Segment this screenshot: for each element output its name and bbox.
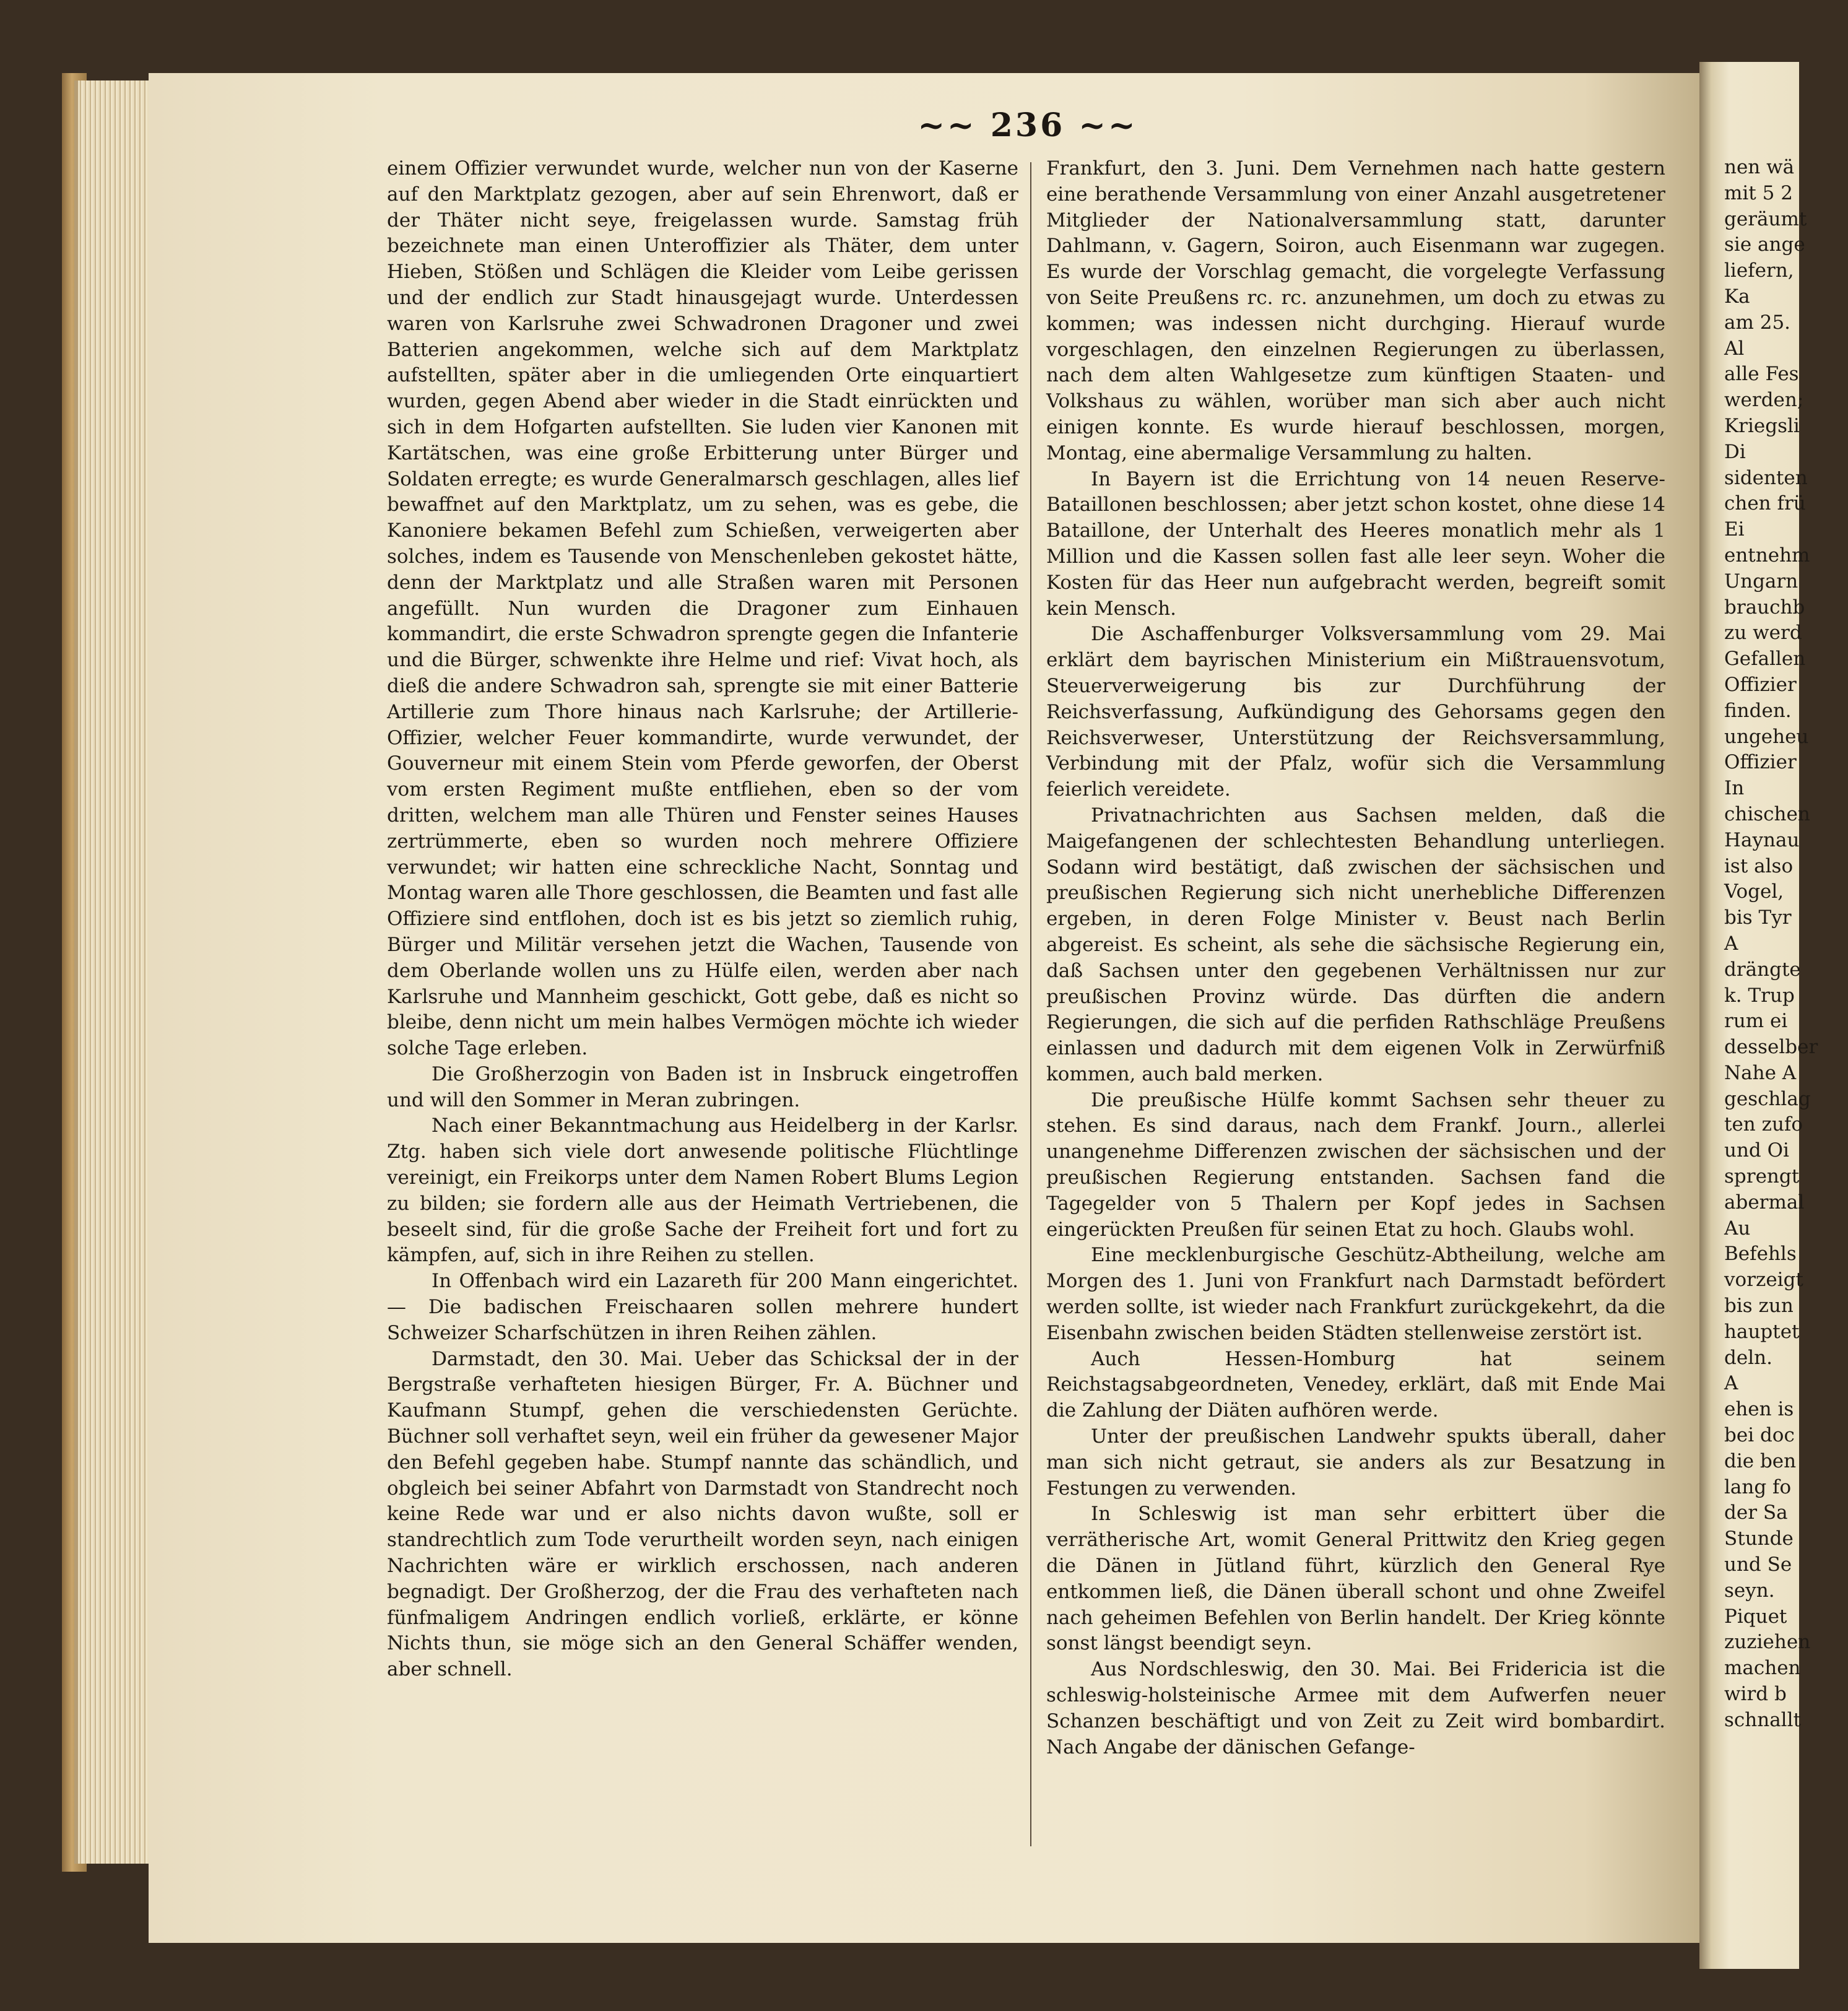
next-page-edge <box>1699 62 1818 1969</box>
next-page-line: am 25. <box>1724 311 1791 334</box>
next-page-line: finden. <box>1724 699 1792 722</box>
next-page-line: vorzeigt <box>1724 1269 1803 1292</box>
next-page-line: chen frü <box>1724 492 1806 515</box>
next-page-line: werden; <box>1724 389 1804 412</box>
next-page-line: geräumt <box>1724 207 1807 230</box>
next-page-line: bei doc <box>1724 1424 1795 1447</box>
column-divider <box>1030 162 1031 1846</box>
next-page-line: und Oi <box>1724 1139 1789 1162</box>
next-page-line: sie ange <box>1724 233 1805 256</box>
next-page-line: Haynau <box>1724 828 1800 851</box>
paragraph: In Bayern ist die Errichtung von 14 neuen Reserve-Bataillonen beschlossen; aber jetzt schon kostet, ohne diese 14 Bataillone, der Unterhalt des Heeres monatlich mehr als 1 Million und die Kassen sollen fast alle leer seyn. Woher die Kosten für das Heer nun aufgebracht werden, begreift somit kein Mensch. <box>1046 467 1665 620</box>
next-page-line: desselber <box>1724 1036 1818 1059</box>
next-page-line: alle Fes <box>1724 363 1799 386</box>
next-page-line: der Sa <box>1724 1501 1788 1524</box>
next-page-line: hauptet <box>1724 1320 1800 1343</box>
next-page-line: Au <box>1724 1217 1751 1240</box>
next-page-line: Nahe A <box>1724 1061 1797 1084</box>
page-number <box>916 106 1139 144</box>
paragraph: Eine mecklenburgische Geschütz-Abtheilung, welche am Morgen des 1. Juni von Frankfurt nach Darmstadt befördert werden sollte, ist wieder nach Frankfurt zurückgekehrt, da die Eisenbahn zwischen beiden Städten stellenweise zerstört ist. <box>1046 1244 1665 1344</box>
next-page-line: seyn. <box>1724 1579 1775 1602</box>
next-page-line: zu werd <box>1724 622 1802 645</box>
next-page-line: ehen is <box>1724 1398 1794 1421</box>
next-page-line: lang fo <box>1724 1475 1792 1498</box>
next-page-line: rum ei <box>1724 1010 1788 1033</box>
next-page-line: mit 5 2 <box>1724 181 1793 204</box>
next-page-line: die ben <box>1724 1449 1797 1472</box>
next-page-line: Ka <box>1724 285 1750 308</box>
next-page-line: Vogel, <box>1724 880 1784 903</box>
paragraph: Aus Nordschleswig, den 30. Mai. Bei Fridericia ist die schleswig-holsteinische Armee mit dem Aufwerfen neuer Schanzen beschäftigt und von Zeit zu Zeit wird bombardirt. Nach Angabe der dänischen Gefange- <box>1046 1658 1665 1758</box>
next-page-line: zuziehen <box>1724 1631 1811 1654</box>
next-page-line: geschlag <box>1724 1087 1811 1110</box>
page-edges <box>74 80 152 1864</box>
left-column <box>387 156 1018 1683</box>
next-page-line: drängte <box>1724 958 1801 981</box>
next-page-line: Offizier <box>1724 751 1797 774</box>
next-page-line: In <box>1724 777 1745 800</box>
next-page-line: nen wä <box>1724 156 1795 178</box>
next-page-line: deln. <box>1724 1346 1772 1369</box>
next-page-line: wird b <box>1724 1683 1787 1706</box>
next-page-line: A <box>1724 1372 1738 1395</box>
next-page-line: Kriegsli <box>1724 414 1800 437</box>
paragraph: Die Aschaffenburger Volksversammlung vom 29. Mai erklärt dem bayrischen Ministerium ein Mißtrauensvotum, Steuerverweigerung bis zur Durchführung der Reichsverfassung, Aufkündigung des Gehorsams gegen den Reichsverweser, Unterstützung der Reichsversammlung, Verbindung mit der Pfalz, wofür sich die Versammlung feierlich vereidete. <box>1046 623 1665 801</box>
paragraph: Nach einer Bekanntmachung aus Heidelberg in der Karlsr. Ztg. haben sich viele dort anwesende politische Flüchtlinge vereinigt, ein Freikorps unter dem Namen Robert Blums Legion zu bilden; sie fordern alle aus der Heimath Vertriebenen, die beseelt sind, für die große Sache der Freiheit fort und fort zu kämpfen, auf, sich in ihre Reihen zu stellen. <box>387 1114 1018 1267</box>
next-page-line: chischen <box>1724 802 1810 825</box>
paragraph: einem Offizier verwundet wurde, welcher nun von der Kaserne auf den Marktplatz gezogen, aber auf sein Ehrenwort, daß er der Thäter nicht seye, freigelassen wurde. Samstag früh bezeichnete man einen Unteroffizier als Thäter, dem unter Hieben, Stößen und Schlägen die Kleider vom Leibe gerissen und der endlich zur Stadt hinausgejagt wurde. Unterdessen waren von Karlsruhe zwei Schwadronen Dragoner und zwei Batterien angekommen, welche sich auf dem Marktplatz aufstellten, später aber in die umliegenden Orte einquartiert wurden, gegen Abend aber wieder in die Stadt einrückten und sich in dem Hofgarten aufstellten. Sie luden vier Kanonen mit Kartätschen, was eine große Erbitterung unter Bürger und Soldaten erregte; es wurde Generalmarsch geschlagen, alles lief bewaffnet auf den Marktplatz, um zu sehen, was es gebe, die Kanoniere bekamen Befehl zum Schießen, verweigerten aber solches, indem es Tausende von Menschenleben gekostet hätte, denn der Marktplatz und alle Straßen waren mit Personen angefüllt. Nun wurden die Dragoner zum Einhauen kommandirt, die erste Schwadron sprengte gegen die Infanterie und die Bürger, schwenkte ihre Helme und rief: Vivat hoch, als dieß die andere Schwadron sah, sprengte sie mit einer Batterie Artillerie zum Thore hinaus nach Karlsruhe; der Artillerie-Offizier, welcher Feuer kommandirte, wurde verwundet, der Gouverneur mit einem Stein vom Pferde geworfen, der Oberst vom ersten Regiment mußte entfliehen, eben so der vom dritten, welchem man alle Thüren und Fenster seines Hauses zertrümmerte, eben so wurden noch mehrere Offiziere verwundet; wir hatten eine schreckliche Nacht, Sonntag und Montag waren alle Thore geschlossen, die Beamten und fast alle Offiziere sind entflohen, doch ist es bis jetzt so ziemlich ruhig, Bürger und Militär versehen jetzt die Wachen, Tausende von dem Oberlande wollen uns zu Hülfe eilen, werden aber nach Karlsruhe und Mannheim geschickt, Gott gebe, daß es nicht so bleibe, denn nicht um mein halbes Vermögen möchte ich wieder solche Tage erleben. <box>387 157 1018 1060</box>
paragraph: Privatnachrichten aus Sachsen melden, daß die Maigefangenen der schlechtesten Behandlung unterliegen. Sodann wird bestätigt, daß zwischen der sächsischen und preußischen Regierung sich nicht unerhebliche Differenzen ergeben, in deren Folge Minister v. Beust nach Berlin abgereist. Es scheint, als sehe die sächsische Regierung ein, daß Sachsen unter den gegebenen Verhältnissen nur zur preußischen Provinz würde. Das dürften die andern Regierungen, die sich auf die perfiden Rathschläge Preußens einlassen und dadurch mit dem eigenen Volk in Zerwürfniß kommen, auch bald merken. <box>1046 804 1665 1085</box>
page-number-ornament-left: ~~ <box>917 106 977 144</box>
paragraph: Die Großherzogin von Baden ist in Insbruck eingetroffen und will den Sommer in Meran zubringen. <box>387 1062 1018 1111</box>
next-page-line: Stunde <box>1724 1527 1794 1550</box>
next-page-line: Gefallen <box>1724 648 1806 671</box>
next-page-line: abermal <box>1724 1191 1805 1214</box>
next-page-line: Offizier <box>1724 673 1797 696</box>
paragraph: In Offenbach wird ein Lazareth für 200 Mann eingerichtet. — Die badischen Freischaaren sollen mehrere hundert Schweizer Scharfschützen in ihren Reihen zählen. <box>387 1270 1018 1344</box>
next-page-line: bis zun <box>1724 1295 1794 1318</box>
paragraph: In Schleswig ist man sehr erbittert über die verrätherische Art, womit General Prittwitz den Krieg gegen die Dänen in Jütland führt, kürzlich den General Rye entkommen ließ, die Dänen überall schont und ohne Zweifel nach geheimen Befehlen von Berlin handelt. Der Krieg könnte sonst längst beendigt seyn. <box>1046 1503 1665 1655</box>
next-page-line: schnallt <box>1724 1708 1801 1731</box>
next-page-line: sprengt <box>1724 1165 1800 1188</box>
next-page-line: entnehm <box>1724 544 1810 567</box>
next-page-line: Al <box>1724 337 1745 360</box>
next-page-line: Ungarn <box>1724 570 1798 593</box>
next-page-fragments <box>1724 155 1848 1734</box>
next-page-line: sidenten <box>1724 466 1808 489</box>
next-page-line: Di <box>1724 440 1746 463</box>
next-page-line: bis Tyr <box>1724 906 1792 929</box>
next-page-line: Befehls <box>1724 1243 1797 1266</box>
page-number-text: 236 <box>990 106 1065 144</box>
paragraph: Auch Hessen-Homburg hat seinem Reichstagsabgeordneten, Venedey, erklärt, daß mit Ende Mai die Zahlung der Diäten aufhören werde. <box>1046 1347 1665 1422</box>
next-page-line: brauchb <box>1724 596 1805 619</box>
next-page-line: k. Trup <box>1724 984 1795 1007</box>
next-page-line: liefern, <box>1724 259 1794 282</box>
next-page-line: ungeheu <box>1724 725 1809 748</box>
next-page-line: Piquet <box>1724 1605 1787 1628</box>
paragraph: Die preußische Hülfe kommt Sachsen sehr theuer zu stehen. Es sind daraus, nach dem Frankf. Journ., allerlei unangenehme Differenzen zwischen der sächsischen und der preußischen Regierung entstanden. Sachsen fand die Tagegelder von 5 Thalern per Kopf jedes in Sachsen eingerückten Preußen für seinen Etat zu hoch. Glaubs wohl. <box>1046 1088 1665 1241</box>
next-page-line: Ei <box>1724 518 1745 541</box>
right-column <box>1046 156 1665 1760</box>
paragraph: Frankfurt, den 3. Juni. Dem Vernehmen nach hatte gestern eine berathende Versammlung von einer Anzahl ausgetretener Mitglieder der Nationalversammlung statt, darunter Dahlmann, v. Gagern, Soiron, auch Eisenmann war zugegen. Es wurde der Vorschlag gemacht, die vorgelegte Verfassung von Seite Preußens rc. rc. anzunehmen, um doch zu etwas zu kommen; was indessen nicht durchging. Hierauf wurde vorgeschlagen, den einzelnen Regierungen zu überlassen, nach dem alten Wahlgesetze zum künftigen Staaten- und Volkshaus zu wählen, worüber man sich aber auch nicht einigen konnte. Es wurde hierauf beschlossen, morgen, Montag, eine abermalige Versammlung zu halten. <box>1046 157 1665 464</box>
next-page-line: A <box>1724 932 1738 955</box>
next-page-line: ten zufo <box>1724 1113 1803 1136</box>
next-page-line: und Se <box>1724 1553 1792 1576</box>
paragraph: Darmstadt, den 30. Mai. Ueber das Schicksal der in der Bergstraße verhafteten hiesigen Bürger, Fr. A. Büchner und Kaufmann Stumpf, gehen die verschiedensten Gerüchte. Büchner soll verhaftet seyn, weil ein früher da gewesener Major den Befehl gegeben habe. Stumpf nannte das schändlich, und obgleich bei seiner Abfahrt von Darmstadt von Standrecht noch keine Rede war und er also nichts davon wußte, soll er standrechtlich zum Tode verurtheilt worden seyn, nach einigen Nachrichten wäre er wirklich erschossen, nach anderen begnadigt. Der Großherzog, der die Frau des verhafteten nach fünfmaligem Andringen endlich vorließ, erklärte, er könne Nichts thun, sie möge sich an den General Schäffer wenden, aber schnell. <box>387 1347 1018 1681</box>
page-number-ornament-right: ~~ <box>1078 106 1138 144</box>
next-page-line: ist also <box>1724 854 1794 877</box>
paragraph: Unter der preußischen Landwehr spukts überall, daher man sich nicht getraut, sie anders als zur Besatzung in Festungen zu verwenden. <box>1046 1425 1665 1500</box>
next-page-line: machen <box>1724 1657 1801 1680</box>
